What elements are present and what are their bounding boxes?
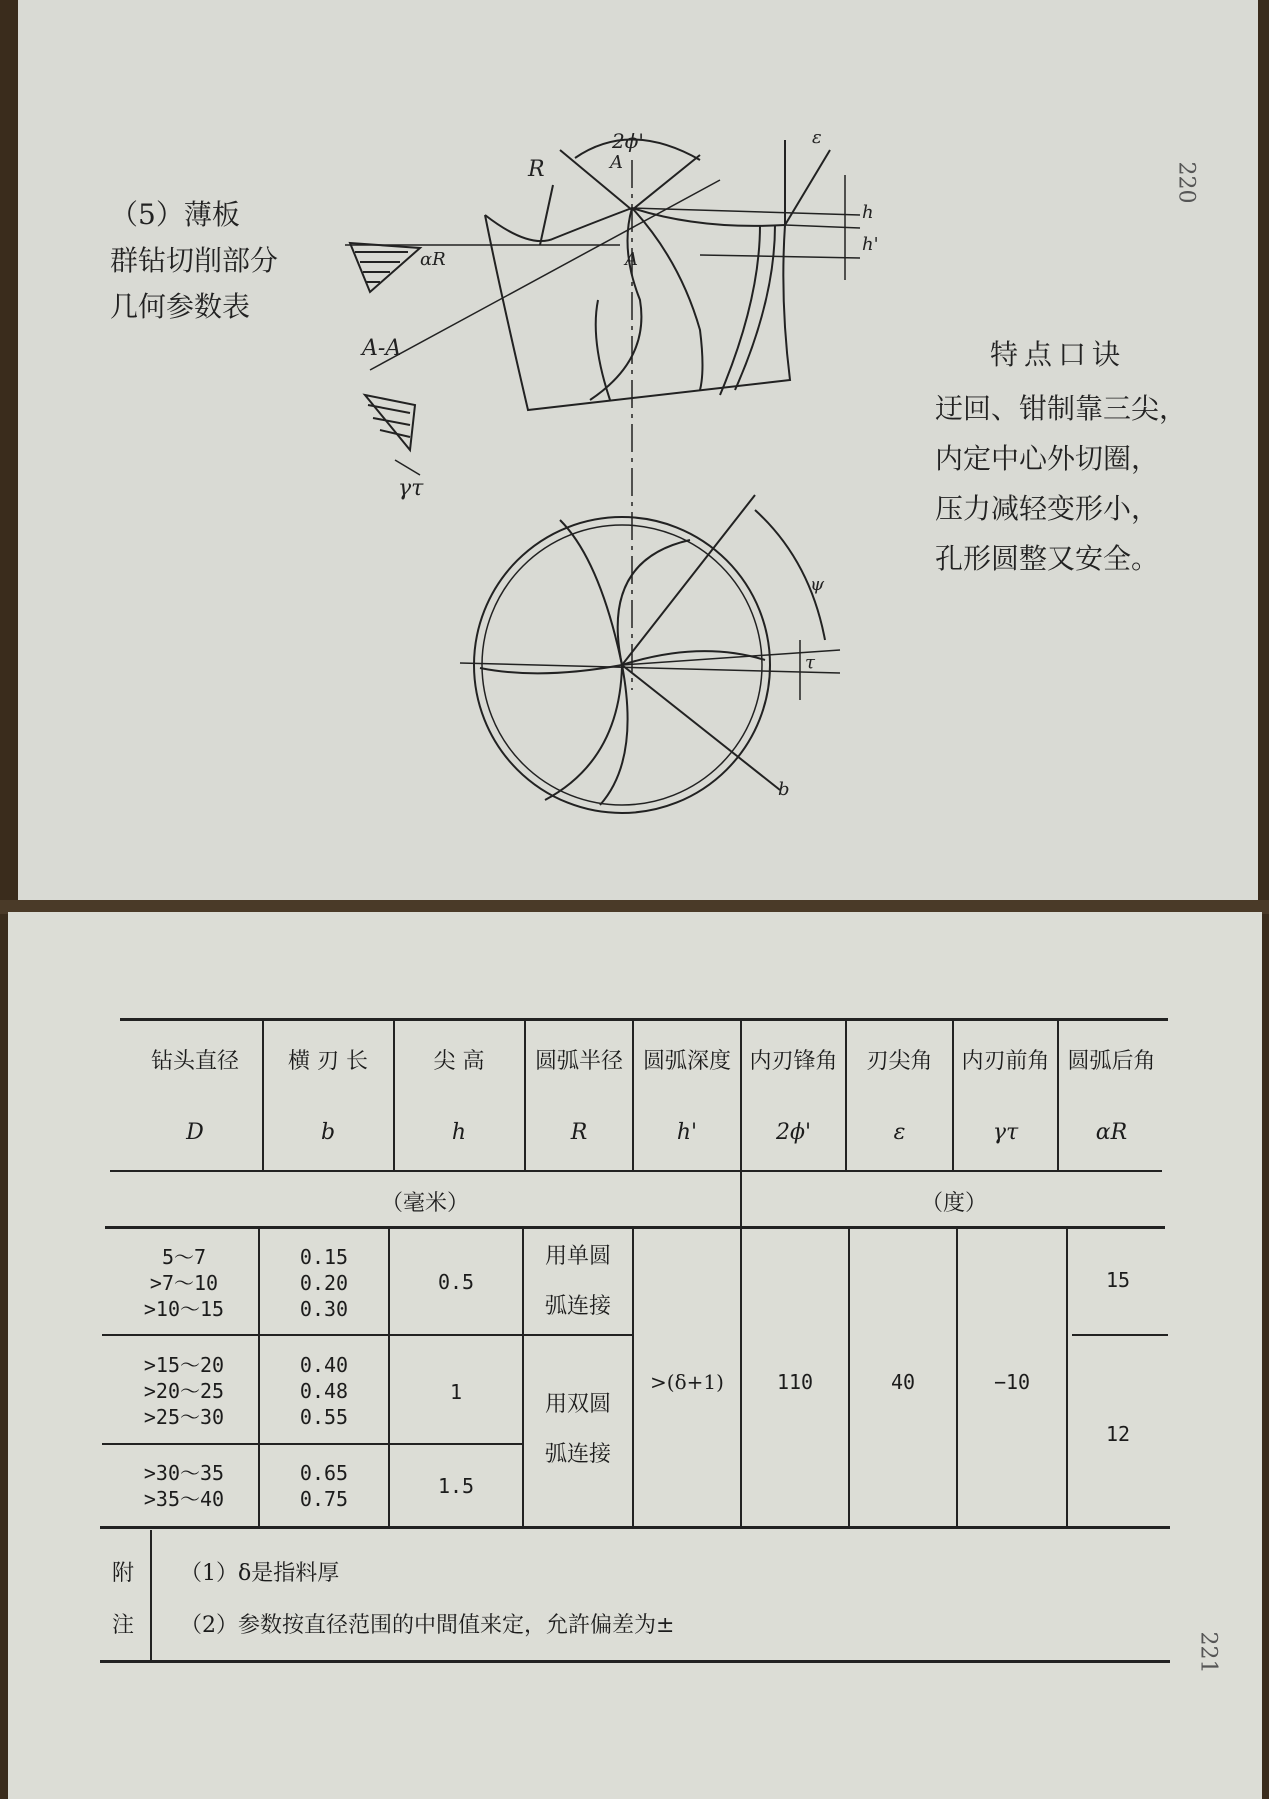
mnemonic-line: 压力减轻变形小，: [935, 492, 1160, 525]
header-sym-b: b: [320, 1120, 336, 1145]
section-title-line: 几何参数表: [110, 290, 251, 323]
label-h-prime: h': [862, 234, 879, 255]
header-r: 圆弧半径: [534, 1049, 623, 1074]
col-rule: [952, 1020, 954, 1170]
d-value: >35～40: [143, 1487, 225, 1511]
note-rule: [150, 1530, 152, 1660]
body-bottom-rule: [100, 1526, 1170, 1529]
r-text: 弧连接: [544, 1294, 611, 1319]
table-top-rule: [120, 1018, 1168, 1021]
cell-h-group1: 0.5: [437, 1270, 475, 1294]
d-value: >10～15: [143, 1297, 225, 1321]
label-section: A-A: [362, 336, 402, 361]
b-value: 0.55: [299, 1405, 349, 1429]
mnemonic-line: 孔形圆整又安全。: [935, 542, 1160, 575]
b-value: 0.30: [299, 1297, 349, 1321]
section-title-line: 群钻切削部分: [110, 244, 279, 277]
page-number-top: 220: [1173, 161, 1199, 204]
cell-r-group1: [524, 1232, 632, 1332]
label-a-lower: A: [625, 249, 638, 270]
h-prime-line: [700, 255, 860, 258]
label-two-phi: 2ϕ': [612, 129, 644, 153]
header-h: 尖 高: [433, 1049, 485, 1074]
cell-h-group2: 1: [449, 1380, 463, 1404]
label-a-upper: A: [610, 152, 623, 173]
section-line: [370, 180, 720, 370]
header-sym-two-phi: 2ϕ': [775, 1120, 812, 1145]
label-tau: τ: [805, 652, 815, 673]
header-h-prime: 圆弧深度: [642, 1049, 731, 1074]
col-rule: [632, 1020, 634, 1170]
h-line: [785, 225, 860, 228]
cell-two-phi: 110: [776, 1370, 814, 1394]
col-rule: [1057, 1020, 1059, 1170]
header-sym-r: R: [570, 1120, 588, 1145]
unit-rule: [105, 1226, 1165, 1229]
label-psi: ψ: [810, 574, 825, 595]
label-gamma-tau: γτ: [398, 476, 424, 501]
label-alpha-r: αR: [420, 249, 446, 270]
mnemonic-title: 特点口诀: [990, 338, 1127, 371]
cell-r-group2: [524, 1380, 632, 1480]
d-value: >7～10: [149, 1271, 219, 1295]
gamma-section: [365, 395, 420, 475]
group-rule: [102, 1334, 632, 1336]
d-value: >15～20: [143, 1353, 225, 1377]
d-value: >30～35: [143, 1461, 225, 1485]
r-text: 用单圆: [544, 1244, 611, 1269]
cell-d-group2: [110, 1352, 258, 1430]
group-rule: [1072, 1334, 1168, 1336]
note-line: （2）参数按直径范围的中間值来定，允許偏差为±: [180, 1613, 675, 1638]
cell-b-group2: [260, 1352, 388, 1430]
header-two-phi: 内刃锋角: [749, 1049, 838, 1074]
section-title-line: （5）薄板: [110, 198, 240, 231]
notes-label-1: 附: [112, 1561, 135, 1586]
header-alpha: 圆弧后角: [1067, 1049, 1156, 1074]
cell-d-group1: [110, 1244, 258, 1322]
cell-alpha-group2: 12: [1105, 1422, 1131, 1446]
r-leader: [540, 185, 553, 245]
b-value: 0.40: [299, 1353, 349, 1377]
d-value: >20～25: [143, 1379, 225, 1403]
phi-line: [632, 155, 700, 210]
header-sym-h-prime: h': [676, 1120, 698, 1145]
cell-b-group1: [260, 1244, 388, 1322]
mnemonic-line: 迂回、钳制靠三尖，: [935, 392, 1188, 425]
header-sym-gamma: γτ: [992, 1120, 1019, 1145]
unit-mm: （毫米）: [380, 1191, 469, 1216]
drill-end-view: [460, 495, 840, 813]
label-epsilon: ε: [812, 127, 822, 148]
r-text: 弧连接: [544, 1442, 611, 1467]
note-line: （1）δ是指料厚: [180, 1561, 340, 1586]
group-rule: [102, 1443, 522, 1445]
notes-label-2: 注: [112, 1613, 135, 1638]
col-rule: [262, 1020, 264, 1170]
cell-epsilon: 40: [890, 1370, 916, 1394]
cell-h-prime: >(δ+1): [650, 1370, 724, 1394]
label-r: R: [528, 157, 545, 182]
header-epsilon: 刃尖角: [866, 1049, 933, 1074]
cell-d-group3: [110, 1460, 258, 1512]
header-sym-alpha: αR: [1095, 1120, 1128, 1145]
header-b: 横 刃 长: [288, 1049, 368, 1074]
header-rule: [110, 1170, 1162, 1172]
alpha-r-section: [345, 243, 620, 292]
cell-gamma: −10: [993, 1370, 1031, 1394]
header-gamma: 内刃前角: [961, 1049, 1050, 1074]
col-rule: [845, 1020, 847, 1170]
cell-b-group3: [260, 1460, 388, 1512]
b-value: 0.48: [299, 1379, 349, 1403]
b-value: 0.75: [299, 1487, 349, 1511]
b-value: 0.20: [299, 1271, 349, 1295]
d-value: >25～30: [143, 1405, 225, 1429]
header-sym-h: h: [451, 1120, 467, 1145]
r-text: 用双圆: [544, 1392, 611, 1417]
page-number-bottom: 221: [1195, 1631, 1221, 1674]
cell-alpha-group1: 15: [1105, 1268, 1131, 1292]
col-rule: [393, 1020, 395, 1170]
label-b: b: [778, 779, 790, 800]
notes-bottom-rule: [100, 1660, 1170, 1663]
b-value: 0.65: [299, 1461, 349, 1485]
mnemonic-line: 内定中心外切圈，: [935, 442, 1160, 475]
header-d: 钻头直径: [150, 1049, 239, 1074]
drill-side-view: [485, 208, 790, 410]
b-value: 0.15: [299, 1245, 349, 1269]
header-sym-d: D: [186, 1120, 204, 1145]
col-rule: [524, 1020, 526, 1170]
d-value: 5～7: [161, 1245, 207, 1269]
cell-h-group3: 1.5: [437, 1474, 475, 1498]
unit-deg: （度）: [920, 1191, 987, 1216]
header-sym-epsilon: ε: [893, 1120, 906, 1145]
label-h: h: [862, 202, 874, 223]
